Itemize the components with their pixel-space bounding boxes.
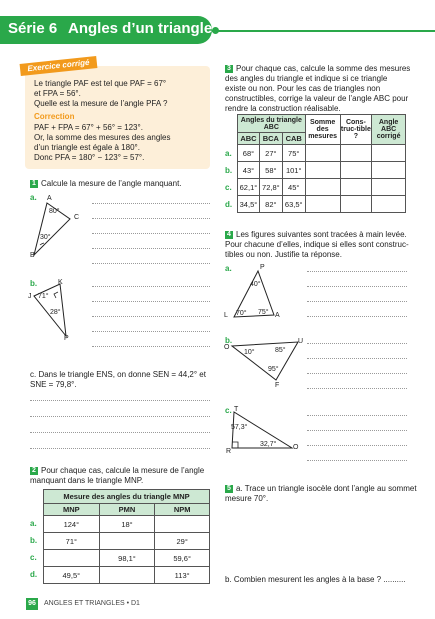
ex5-number: 5: [225, 485, 233, 493]
vertex-a-label: A: [47, 195, 52, 202]
ex3-col-abc: ABC: [238, 133, 260, 145]
answer-line: [92, 346, 210, 347]
vertex-j-label: J: [28, 293, 32, 300]
vertex-o-label: O: [224, 344, 230, 351]
ex1-c-line-1: c. Dans le triangle ENS, on donne SEN = 44,2° et: [30, 370, 206, 379]
ex3-col-somme: Somme des mesures: [305, 115, 340, 145]
correction-line-4: Donc PFA = 180° − 123° = 57°.: [34, 153, 145, 162]
ex2-cell: [99, 567, 155, 584]
ex4-line-3: tibles ou non. Justifie ta réponse.: [225, 250, 342, 259]
correction-line-1: PAF + FPA = 67° + 56° = 123°.: [34, 123, 143, 132]
vertex-t-label: T: [234, 406, 239, 413]
ex2-cell: 59,6°: [155, 550, 210, 567]
ex3-cell: 68°: [238, 145, 260, 162]
answer-line: [307, 271, 407, 272]
triangle-ouf-figure: [228, 336, 308, 386]
footer-text: ANGLES ET TRIANGLES • D1: [44, 600, 140, 607]
ex5-a-line-2: mesure 70°.: [225, 494, 269, 503]
answer-line: [92, 301, 210, 302]
ex3-line-2: des angles du triangle et indique si ce triangle: [225, 74, 388, 83]
ex3-col-corrige: Angle ABC corrigé: [372, 115, 406, 145]
ex3-cell: 82°: [259, 196, 282, 213]
serie-label: Série 6: [8, 20, 58, 37]
ex3-row-label: b.: [225, 166, 233, 175]
ex3-group-header: Angles du triangle ABC: [238, 115, 306, 133]
ex1-c-line-2: SNE = 79,8°.: [30, 380, 77, 389]
ex2-line-2: manquant dans le triangle MNP.: [30, 476, 144, 485]
ex3-cell: 58°: [259, 162, 282, 179]
ex2-cell: [44, 550, 100, 567]
page-number: 96: [26, 598, 38, 610]
vertex-o-label: O: [293, 444, 299, 451]
ex2-number: 2: [30, 467, 38, 475]
vertex-l-label: L: [224, 312, 228, 319]
answer-line: [307, 301, 407, 302]
ex2-cell: 29°: [155, 533, 210, 550]
vertex-f-label: F: [275, 382, 280, 389]
answer-line: [92, 203, 210, 204]
ex3-cell: 43°: [238, 162, 260, 179]
ex2-cell: [99, 533, 155, 550]
correction-line-3: d’un triangle est égale à 180°.: [34, 143, 140, 152]
vertex-p-label: P: [260, 264, 265, 271]
angle-p-value: 40°: [250, 281, 261, 288]
answer-line: [92, 263, 210, 264]
ex2-row-label: c.: [30, 553, 37, 562]
ex2-table: [43, 489, 210, 584]
ex3-line-4: constructibles, corrige la valeur de l’angle ABC pour: [225, 94, 409, 103]
ex3-cell: 45°: [282, 179, 305, 196]
vertex-a-label: A: [275, 312, 280, 319]
angle-f-value: 95°: [268, 366, 279, 373]
ex2-cell: [155, 516, 210, 533]
triangle-abc-figure: [26, 193, 86, 265]
ex2-table-title: Mesure des angles du triangle MNP: [44, 490, 210, 504]
ex1-a-label: a.: [30, 193, 37, 202]
ex4-number: 4: [225, 231, 233, 239]
ex3-row-label: c.: [225, 183, 232, 192]
ex3-cell: 34,5°: [238, 196, 260, 213]
ex3-line-3: existe ou non. Pour les cas de triangles non: [225, 84, 381, 93]
angle-t-value: 57,3°: [231, 424, 248, 431]
page-title: Angles d’un triangle: [68, 20, 213, 37]
ex4-line-2: Pour chacune d’elles, indique si elles sont construc-: [225, 240, 409, 249]
answer-line: [30, 448, 210, 449]
answer-line: [307, 373, 407, 374]
ex1-statement: 1 Calcule la mesure de l’angle manquant.: [30, 179, 182, 189]
angle-j-value: 71°: [38, 293, 49, 300]
vertex-b-label: B: [30, 252, 35, 259]
ex3-cell: 72,8°: [259, 179, 282, 196]
answer-line: [92, 316, 210, 317]
ex3-cell: 27°: [259, 145, 282, 162]
answer-line: [307, 388, 407, 389]
ex1-b-label: b.: [30, 279, 38, 288]
ex2-row-label: d.: [30, 570, 38, 579]
ex2-col-npm: NPM: [155, 504, 210, 516]
vertex-c-label: C: [74, 214, 80, 221]
ex4-line-1: 4 Les figures suivantes sont tracées à main levée.: [225, 230, 407, 240]
ex2-row-label: b.: [30, 536, 38, 545]
ex2-col-mnp: MNP: [44, 504, 100, 516]
answer-line: [92, 248, 210, 249]
ex5-b-line: b. Combien mesurent les angles à la base ? ..........: [225, 575, 406, 584]
header-dot: [212, 27, 219, 34]
answer-line: [30, 400, 210, 401]
header-rule: [212, 30, 435, 32]
ex3-cell: 101°: [282, 162, 305, 179]
ex3-col-cab: CAB: [282, 133, 305, 145]
ex3-cell: 62,1°: [238, 179, 260, 196]
answer-line: [307, 343, 407, 344]
corrige-line-3: Quelle est la mesure de l’angle PFA ?: [34, 99, 168, 108]
answer-line: [30, 416, 210, 417]
ex3-row-label: d.: [225, 200, 233, 209]
ex3-col-bca: BCA: [259, 133, 282, 145]
answer-line: [92, 286, 210, 287]
answer-line: [307, 316, 407, 317]
ex2-row-label: a.: [30, 519, 37, 528]
angle-p-value: 28°: [50, 309, 61, 316]
answer-line: [307, 445, 407, 446]
ex2-cell: 49,5°: [44, 567, 100, 584]
answer-line: [307, 460, 407, 461]
angle-o-value: 10°: [244, 349, 255, 356]
vertex-r-label: R: [226, 448, 232, 455]
vertex-u-label: U: [298, 338, 304, 345]
correction-title: Correction: [34, 112, 75, 121]
correction-line-2: Or, la somme des mesures des angles: [34, 133, 171, 142]
ex2-line-1: 2 Pour chaque cas, calcule la mesure de l’angle: [30, 466, 204, 476]
angle-l-value: 70°: [236, 310, 247, 317]
answer-line: [92, 233, 210, 234]
ex3-number: 3: [225, 65, 233, 73]
answer-line: [307, 286, 407, 287]
ex4-c-label: c.: [225, 406, 232, 415]
corrige-line-2: et FPA = 56°.: [34, 89, 81, 98]
angle-b-value: 30°: [40, 234, 51, 241]
ex2-cell: 124°: [44, 516, 100, 533]
ex2-cell: 113°: [155, 567, 210, 584]
ex3-table: [237, 114, 406, 213]
answer-line: [307, 430, 407, 431]
ex4-a-label: a.: [225, 264, 232, 273]
answer-line: [307, 415, 407, 416]
answer-line: [30, 432, 210, 433]
angle-u-value: 85°: [275, 347, 286, 354]
angle-a-value: 80°: [49, 208, 60, 215]
ex3-col-constructible: Cons-truc-tible ?: [340, 115, 372, 145]
ex2-cell: 98,1°: [99, 550, 155, 567]
ex2-cell: 71°: [44, 533, 100, 550]
ex3-row-label: a.: [225, 149, 232, 158]
ex3-cell: 63,5°: [282, 196, 305, 213]
vertex-k-label: K: [58, 279, 63, 286]
corrected-exercise-tag: Exercice corrigé: [20, 56, 98, 76]
answer-line: [92, 331, 210, 332]
ex3-line-1: 3 Pour chaque cas, calcule la somme des mesures: [225, 64, 410, 74]
ex4-b-label: b.: [225, 336, 233, 345]
ex3-line-5: rendre la construction réalisable.: [225, 104, 341, 113]
corrige-line-1: Le triangle PAF est tel que PAF = 67°: [34, 79, 167, 88]
vertex-p-label: P: [64, 335, 69, 342]
answer-line: [92, 218, 210, 219]
ex3-cell: 75°: [282, 145, 305, 162]
ex5-a-line-1: 5 a. Trace un triangle isocèle dont l’angle au sommet: [225, 484, 417, 494]
ex1-number: 1: [30, 180, 38, 188]
angle-a-value: 75°: [258, 309, 269, 316]
answer-line: [307, 358, 407, 359]
angle-o-value: 32,7°: [260, 441, 277, 448]
ex2-cell: 18°: [99, 516, 155, 533]
ex2-col-pmn: PMN: [99, 504, 155, 516]
